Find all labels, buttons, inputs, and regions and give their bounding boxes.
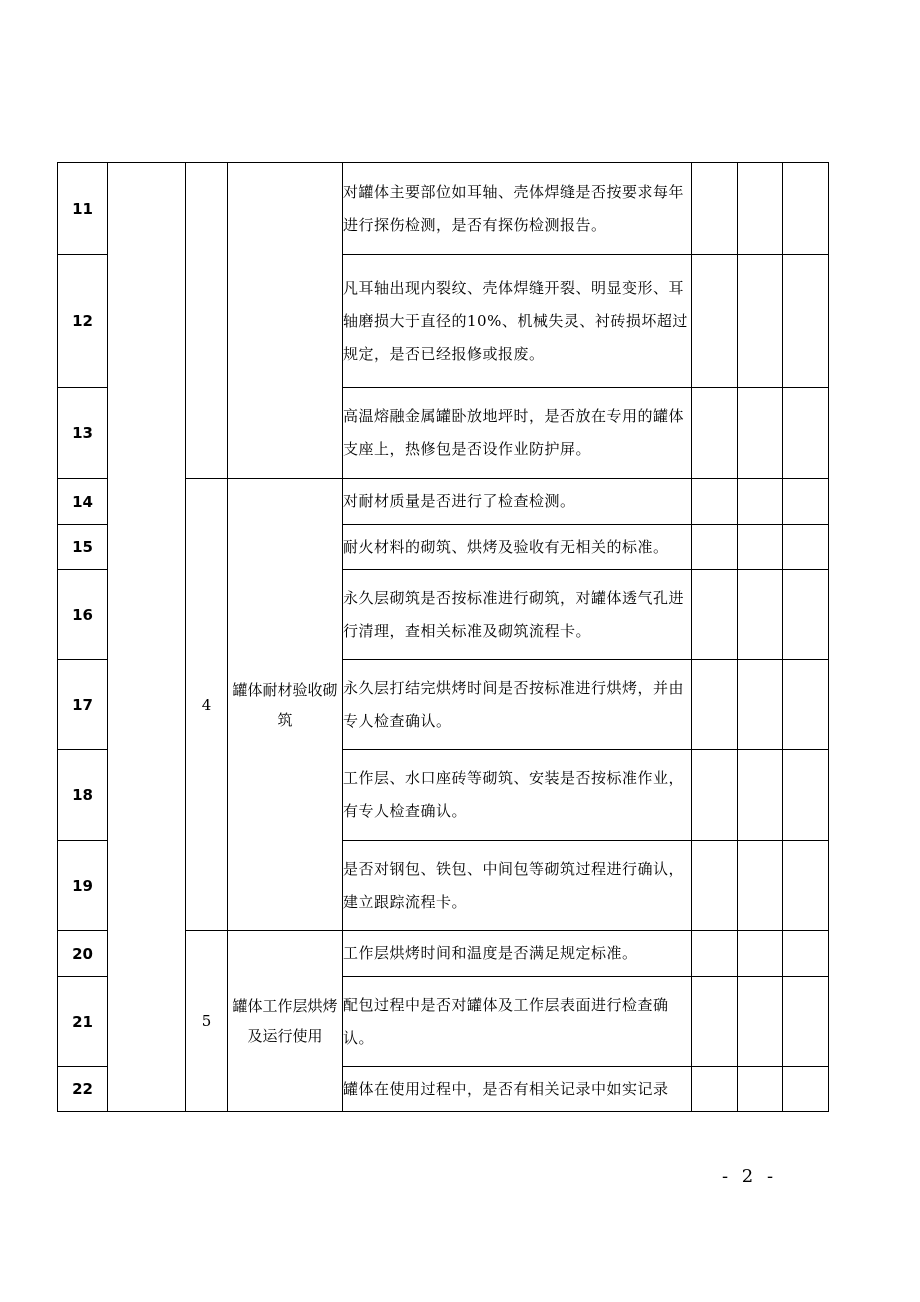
check-cell-a[interactable] bbox=[692, 388, 738, 479]
row-number: 17 bbox=[58, 660, 108, 750]
check-cell-c[interactable] bbox=[783, 255, 829, 388]
check-cell-a[interactable] bbox=[692, 570, 738, 660]
check-item: 对耐材质量是否进行了检查检测。 bbox=[343, 479, 692, 525]
check-cell-b[interactable] bbox=[738, 163, 783, 255]
check-cell-a[interactable] bbox=[692, 163, 738, 255]
group-number: 5 bbox=[186, 931, 228, 1112]
check-cell-c[interactable] bbox=[783, 525, 829, 570]
check-cell-c[interactable] bbox=[783, 750, 829, 841]
row-number: 18 bbox=[58, 750, 108, 841]
group-name: 罐体耐材验收砌筑 bbox=[228, 479, 343, 931]
check-cell-a[interactable] bbox=[692, 931, 738, 977]
row-number: 19 bbox=[58, 841, 108, 931]
check-item: 是否对钢包、铁包、中间包等砌筑过程进行确认，建立跟踪流程卡。 bbox=[343, 841, 692, 931]
group-number: 4 bbox=[186, 479, 228, 931]
row-number: 13 bbox=[58, 388, 108, 479]
check-cell-b[interactable] bbox=[738, 1067, 783, 1112]
check-cell-b[interactable] bbox=[738, 255, 783, 388]
group-name-cell bbox=[228, 163, 343, 479]
check-item: 罐体在使用过程中，是否有相关记录中如实记录 bbox=[343, 1067, 692, 1112]
row-number: 11 bbox=[58, 163, 108, 255]
check-cell-c[interactable] bbox=[783, 163, 829, 255]
check-cell-a[interactable] bbox=[692, 1067, 738, 1112]
group-name: 罐体工作层烘烤及运行使用 bbox=[228, 931, 343, 1112]
check-cell-b[interactable] bbox=[738, 841, 783, 931]
check-cell-b[interactable] bbox=[738, 750, 783, 841]
check-cell-b[interactable] bbox=[738, 931, 783, 977]
check-cell-b[interactable] bbox=[738, 570, 783, 660]
check-item: 高温熔融金属罐卧放地坪时，是否放在专用的罐体支座上，热修包是否设作业防护屏。 bbox=[343, 388, 692, 479]
check-cell-c[interactable] bbox=[783, 660, 829, 750]
table-row bbox=[58, 163, 829, 255]
check-cell-a[interactable] bbox=[692, 255, 738, 388]
check-cell-b[interactable] bbox=[738, 388, 783, 479]
row-number: 20 bbox=[58, 931, 108, 977]
check-cell-c[interactable] bbox=[783, 479, 829, 525]
row-number: 21 bbox=[58, 977, 108, 1067]
check-item: 对罐体主要部位如耳轴、壳体焊缝是否按要求每年进行探伤检测，是否有探伤检测报告。 bbox=[343, 163, 692, 255]
check-item: 耐火材料的砌筑、烘烤及验收有无相关的标准。 bbox=[343, 525, 692, 570]
check-cell-a[interactable] bbox=[692, 479, 738, 525]
check-item: 配包过程中是否对罐体及工作层表面进行检查确认。 bbox=[343, 977, 692, 1067]
check-item: 工作层烘烤时间和温度是否满足规定标准。 bbox=[343, 931, 692, 977]
check-item: 永久层打结完烘烤时间是否按标准进行烘烤，并由专人检查确认。 bbox=[343, 660, 692, 750]
check-cell-b[interactable] bbox=[738, 660, 783, 750]
check-cell-c[interactable] bbox=[783, 841, 829, 931]
check-cell-c[interactable] bbox=[783, 388, 829, 479]
check-cell-b[interactable] bbox=[738, 977, 783, 1067]
check-cell-b[interactable] bbox=[738, 525, 783, 570]
check-cell-a[interactable] bbox=[692, 525, 738, 570]
row-number: 12 bbox=[58, 255, 108, 388]
check-cell-b[interactable] bbox=[738, 479, 783, 525]
check-cell-a[interactable] bbox=[692, 660, 738, 750]
check-cell-c[interactable] bbox=[783, 977, 829, 1067]
page-number: - 2 - bbox=[722, 1166, 778, 1187]
check-cell-a[interactable] bbox=[692, 977, 738, 1067]
group-number-cell bbox=[186, 163, 228, 479]
inspection-table bbox=[57, 162, 829, 1112]
row-number: 15 bbox=[58, 525, 108, 570]
check-cell-a[interactable] bbox=[692, 750, 738, 841]
check-item: 凡耳轴出现内裂纹、壳体焊缝开裂、明显变形、耳轴磨损大于直径的10%、机械失灵、衬砖损坏超过规定，是否已经报修或报废。 bbox=[343, 255, 692, 388]
category-cell bbox=[108, 163, 186, 1112]
row-number: 14 bbox=[58, 479, 108, 525]
check-cell-a[interactable] bbox=[692, 841, 738, 931]
check-cell-c[interactable] bbox=[783, 570, 829, 660]
row-number: 22 bbox=[58, 1067, 108, 1112]
check-item: 工作层、水口座砖等砌筑、安装是否按标准作业，有专人检查确认。 bbox=[343, 750, 692, 841]
check-cell-c[interactable] bbox=[783, 931, 829, 977]
check-item: 永久层砌筑是否按标准进行砌筑，对罐体透气孔进行清理，查相关标准及砌筑流程卡。 bbox=[343, 570, 692, 660]
check-cell-c[interactable] bbox=[783, 1067, 829, 1112]
row-number: 16 bbox=[58, 570, 108, 660]
